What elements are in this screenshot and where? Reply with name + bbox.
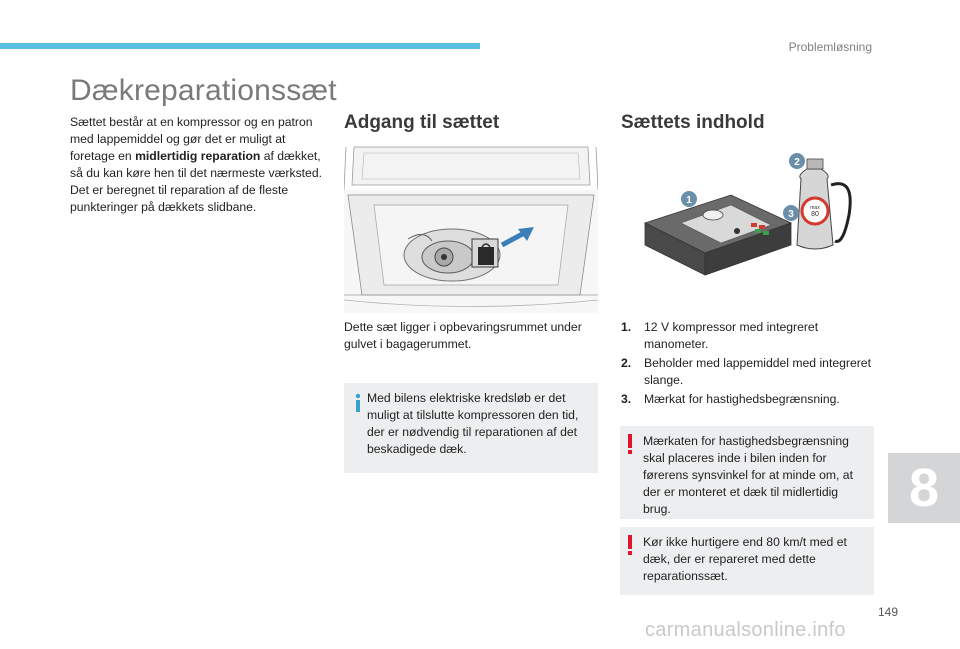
access-text: Dette sæt ligger i opbevaringsrummet under gulvet i bagagerummet.	[344, 320, 582, 351]
list-item-number: 1.	[621, 320, 632, 334]
watermark: carmanualsonline.info	[645, 619, 846, 641]
warning-text-2: Kør ikke hurtigere end 80 km/t med et dæk, der er repareret med dette reparationssæt.	[643, 535, 847, 583]
repair-kit-illustration	[621, 145, 875, 313]
access-heading: Adgang til sættet	[344, 112, 500, 133]
chapter-number: 8	[908, 458, 940, 518]
contents-heading: Sættets indhold	[621, 112, 765, 133]
warning-icon	[624, 534, 636, 556]
list-item-number: 2.	[621, 356, 632, 370]
intro-bold: midlertidig reparation	[135, 149, 261, 163]
list-item-text: Beholder med lappemiddel med integreret slange.	[644, 356, 871, 387]
warning-text-1: Mærkaten for hastighedsbegrænsning skal placeres inde i bilen inden for førerens synsvinkel for at minde om, at der er monteret et dæk til midlertidig brug.	[643, 434, 853, 516]
svg-text:max: max	[810, 205, 820, 211]
callout-3: 3	[788, 209, 794, 220]
intro-text-2: af dækket, så du kan køre hen til det nærmeste værksted. Det er beregnet til reparation af de fleste punkteringer på dækkets slidbane.	[70, 149, 322, 214]
page-title: Dækreparationssæt	[70, 74, 337, 107]
trunk-illustration	[344, 145, 598, 313]
callout-2: 2	[794, 157, 800, 168]
svg-text:80: 80	[811, 211, 819, 218]
page-number: 149	[877, 605, 898, 619]
intro-text-1: Sættet består at en kompressor og en patron med lappemiddel og gør det er muligt at foretage en	[70, 115, 313, 163]
warning-icon	[624, 433, 636, 455]
info-icon	[354, 393, 368, 413]
list-item-text: Mærkat for hastighedsbegrænsning.	[644, 392, 840, 406]
info-text: Med bilens elektriske kredsløb er det muligt at tilslutte kompressoren den tid, der er nødvendig til reparationen af det beskadigede dæk.	[367, 391, 579, 456]
section-title: Problemløsning	[788, 40, 872, 54]
intro-paragraph	[70, 114, 322, 216]
list-item-number: 3.	[621, 392, 632, 406]
list-item-text: 12 V kompressor med integreret manometer.	[644, 320, 819, 351]
callout-1: 1	[686, 195, 692, 206]
top-accent-bar	[0, 43, 480, 49]
